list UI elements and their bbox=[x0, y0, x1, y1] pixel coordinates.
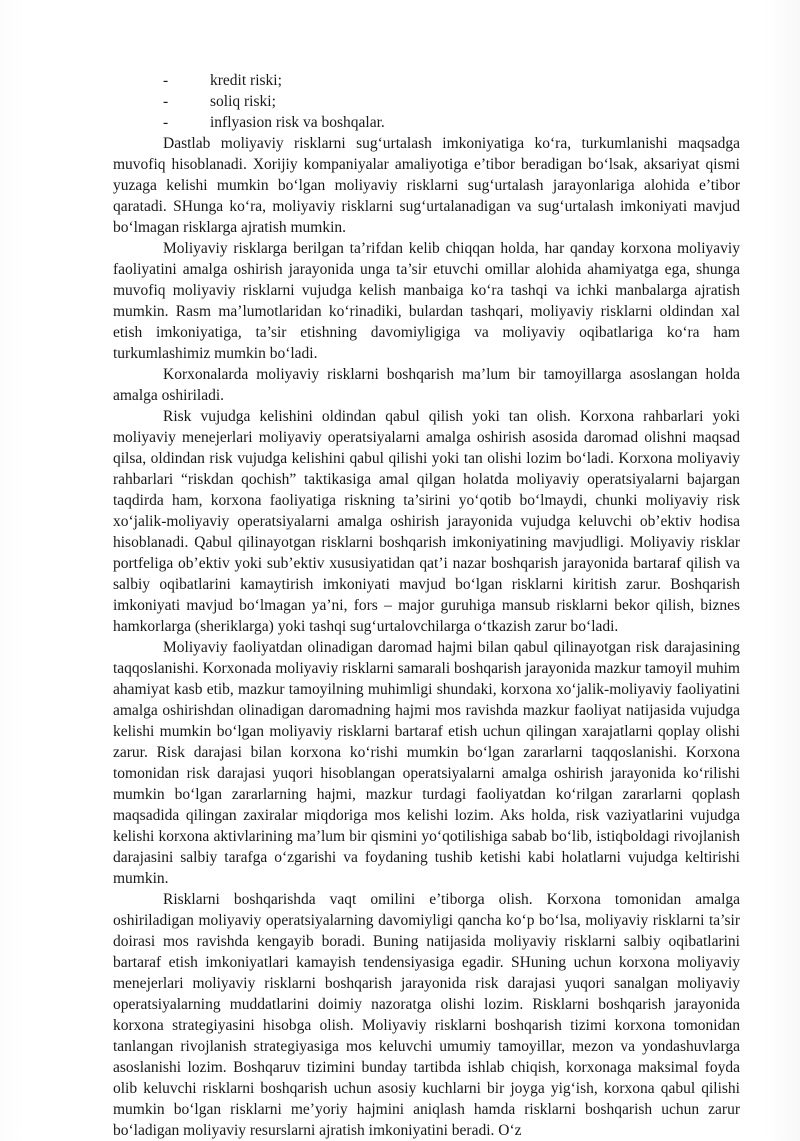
paragraph-risk-sources: Moliyaviy risklarga berilgan ta’rifdan kelib chiqqan holda, har qanday korxona moliyaviy faoliyatini amalga oshirish jarayonida unga ta’sir etuvchi omillar alohida ahamiyatga ega, shunga muvofiq moliyaviy risklarni vujudga kelish manbaiga ko‘ra tashqi va ichki manbalarga ajratish mumkin. Rasm ma’lumotlaridan ko‘rinadiki, bulardan tashqari, moliyaviy risklarni oldindan xal etish imkoniyatiga, ta’sir etishning davomiyligiga va moliyaviy oqibatlariga ko‘ra ham turkumlashimiz mumkin bo‘ladi. bbox=[113, 240, 740, 362]
list-item-text: kredit riski; bbox=[210, 72, 282, 89]
paragraph-classification: Dastlab moliyaviy risklarni sug‘urtalash imkoniyatiga ko‘ra, turkumlanishi maqsadga muvofiq hisoblanadi. Xorijiy kompaniyalar amaliyotiga e’tibor beradigan bo‘lsak, aksariyat qismi yuzaga kelishi mumkin bo‘lgan moliyaviy risklarni sug‘urtalash jarayonlariga alohida e’tibor qaratadi. SHunga ko‘ra, moliyaviy risklarni sug‘urtalanadigan va sug‘urtalash imkoniyati mavjud bo‘lmagan risklarga ajratish mumkin. bbox=[113, 135, 740, 236]
paragraph-principles-intro: Korxonalarda moliyaviy risklarni boshqarish ma’lum bir tamoyillarga asoslangan holda amalga oshiriladi. bbox=[113, 366, 740, 404]
list-item bbox=[113, 91, 740, 112]
bullet-dash: - bbox=[163, 114, 169, 131]
bullet-dash: - bbox=[163, 93, 169, 110]
bullet-dash: - bbox=[163, 72, 169, 89]
list-item bbox=[113, 112, 740, 133]
paragraph-risk-acceptance: Risk vujudga kelishini oldindan qabul qilish yoki tan olish. Korxona rahbarlari yoki moliyaviy menejerlari moliyaviy operatsiyalarni amalga oshirish asosida daromad olishni maqsad qilsa, oldindan risk vujudga kelishini qabul qilishi yoki tan olishi lozim bo‘ladi. Korxona moliyaviy rahbarlari “riskdan qochish” taktikasiga amal qilgan holatda moliyaviy operatsiyalarni bajargan taqdirda ham, korxona faoliyatiga riskning ta’sirini yo‘qotib bo‘lmaydi, chunki moliyaviy risk xo‘jalik-moliyaviy operatsiyalarni amalga oshirish jarayonida vujudga keluvchi ob’ektiv hodisa hisoblanadi. Qabul qilinayotgan risklarni boshqarish imkoniyatining mavjudligi. Moliyaviy risklar portfeliga ob’ektiv yoki sub’ektiv xususiyatidan qat’i nazar boshqarish jarayonida bartaraf qilish va salbiy oqibatlarini kamaytirish imkoniyati mavjud bo‘lgan risklarni kiritish zarur. Boshqarish imkoniyati mavjud bo‘lmagan ya’ni, fors – major guruhiga mansub risklarni bekor qilish, biznes hamkorlarga (sheriklarga) yoki tashqi sug‘urtalovchilarga o‘tkazish zarur bo‘ladi. bbox=[113, 408, 740, 635]
bullet-list bbox=[113, 70, 740, 133]
paragraph-income-risk-comparison: Moliyaviy faoliyatdan olinadigan daromad hajmi bilan qabul qilinayotgan risk darajasining taqqoslanishi. Korxonada moliyaviy risklarni samarali boshqarish jarayonida mazkur tamoyil muhim ahamiyat kasb etib, mazkur tamoyilning muhimligi shundaki, korxona xo‘jalik-moliyaviy faoliyatini amalga oshirishdan olinadigan daromadning hajmi mos ravishda mazkur faoliyat natijasida vujudga kelishi mumkin bo‘lgan moliyaviy risklarni bartaraf etish uchun qilingan xarajatlarni qoplay olishi zarur. Risk darajasi bilan korxona ko‘rishi mumkin bo‘lgan zararlarni taqqoslanishi. Korxona tomonidan risk darajasi yuqori hisoblangan operatsiyalarni amalga oshirish jarayonida ko‘rilishi mumkin bo‘lgan zararlarning hajmi, mazkur turdagi faoliyatdan ko‘rilgan zararlarni qoplash maqsadida qilingan zaxiralar miqdoriga mos kelishi lozim. Aks holda, risk vaziyatlarini vujudga kelishi korxona aktivlarining ma’lum bir qismini yo‘qotilishiga sabab bo‘lib, istiqboldagi rivojlanish darajasini salbiy tarafga o‘zgarishi va foydaning tushib ketishi kabi holatlarni vujudga keltirishi mumkin. bbox=[113, 639, 740, 887]
list-item bbox=[113, 70, 740, 91]
paragraph-time-factor: Risklarni boshqarishda vaqt omilini e’tiborga olish. Korxona tomonidan amalga oshiriladigan moliyaviy operatsiyalarning davomiyligi qancha ko‘p bo‘lsa, moliyaviy risklarni ta’sir doirasi mos ravishda kengayib boradi. Buning natijasida moliyaviy risklarni salbiy oqibatlarini bartaraf etish imkoniyatlari kamayish tendensiyasiga egadir. SHuning uchun korxona moliyaviy menejerlari moliyaviy risklarni boshqarish jarayonida risk darajasi yuqori sanalgan moliyaviy operatsiyalarning muddatlarini doimiy nazoratga olishi lozim. Risklarni boshqarish jarayonida korxona strategiyasini hisobga olish. Moliyaviy risklarni boshqarish tizimi korxona tomonidan tanlangan rivojlanish strategiyasiga mos keluvchi umumiy tamoyillar, mezon va yondashuvlarga asoslanishi lozim. Boshqaruv tizimini bunday tartibda ishlab chiqish, korxonaga maksimal foyda olib keluvchi risklarni boshqarish uchun asosiy kuchlarni bir joyga yig‘ish, korxona qabul qilishi mumkin bo‘lgan risklarni me’yoriy hajmini aniqlash hamda risklarni boshqarish uchun zarur bo‘ladigan moliyaviy resurslarni ajratish imkoniyatini beradi. O‘z bbox=[113, 891, 740, 1139]
list-item-text: soliq riski; bbox=[210, 93, 276, 110]
list-item-text: inflyasion risk va boshqalar. bbox=[210, 114, 385, 131]
